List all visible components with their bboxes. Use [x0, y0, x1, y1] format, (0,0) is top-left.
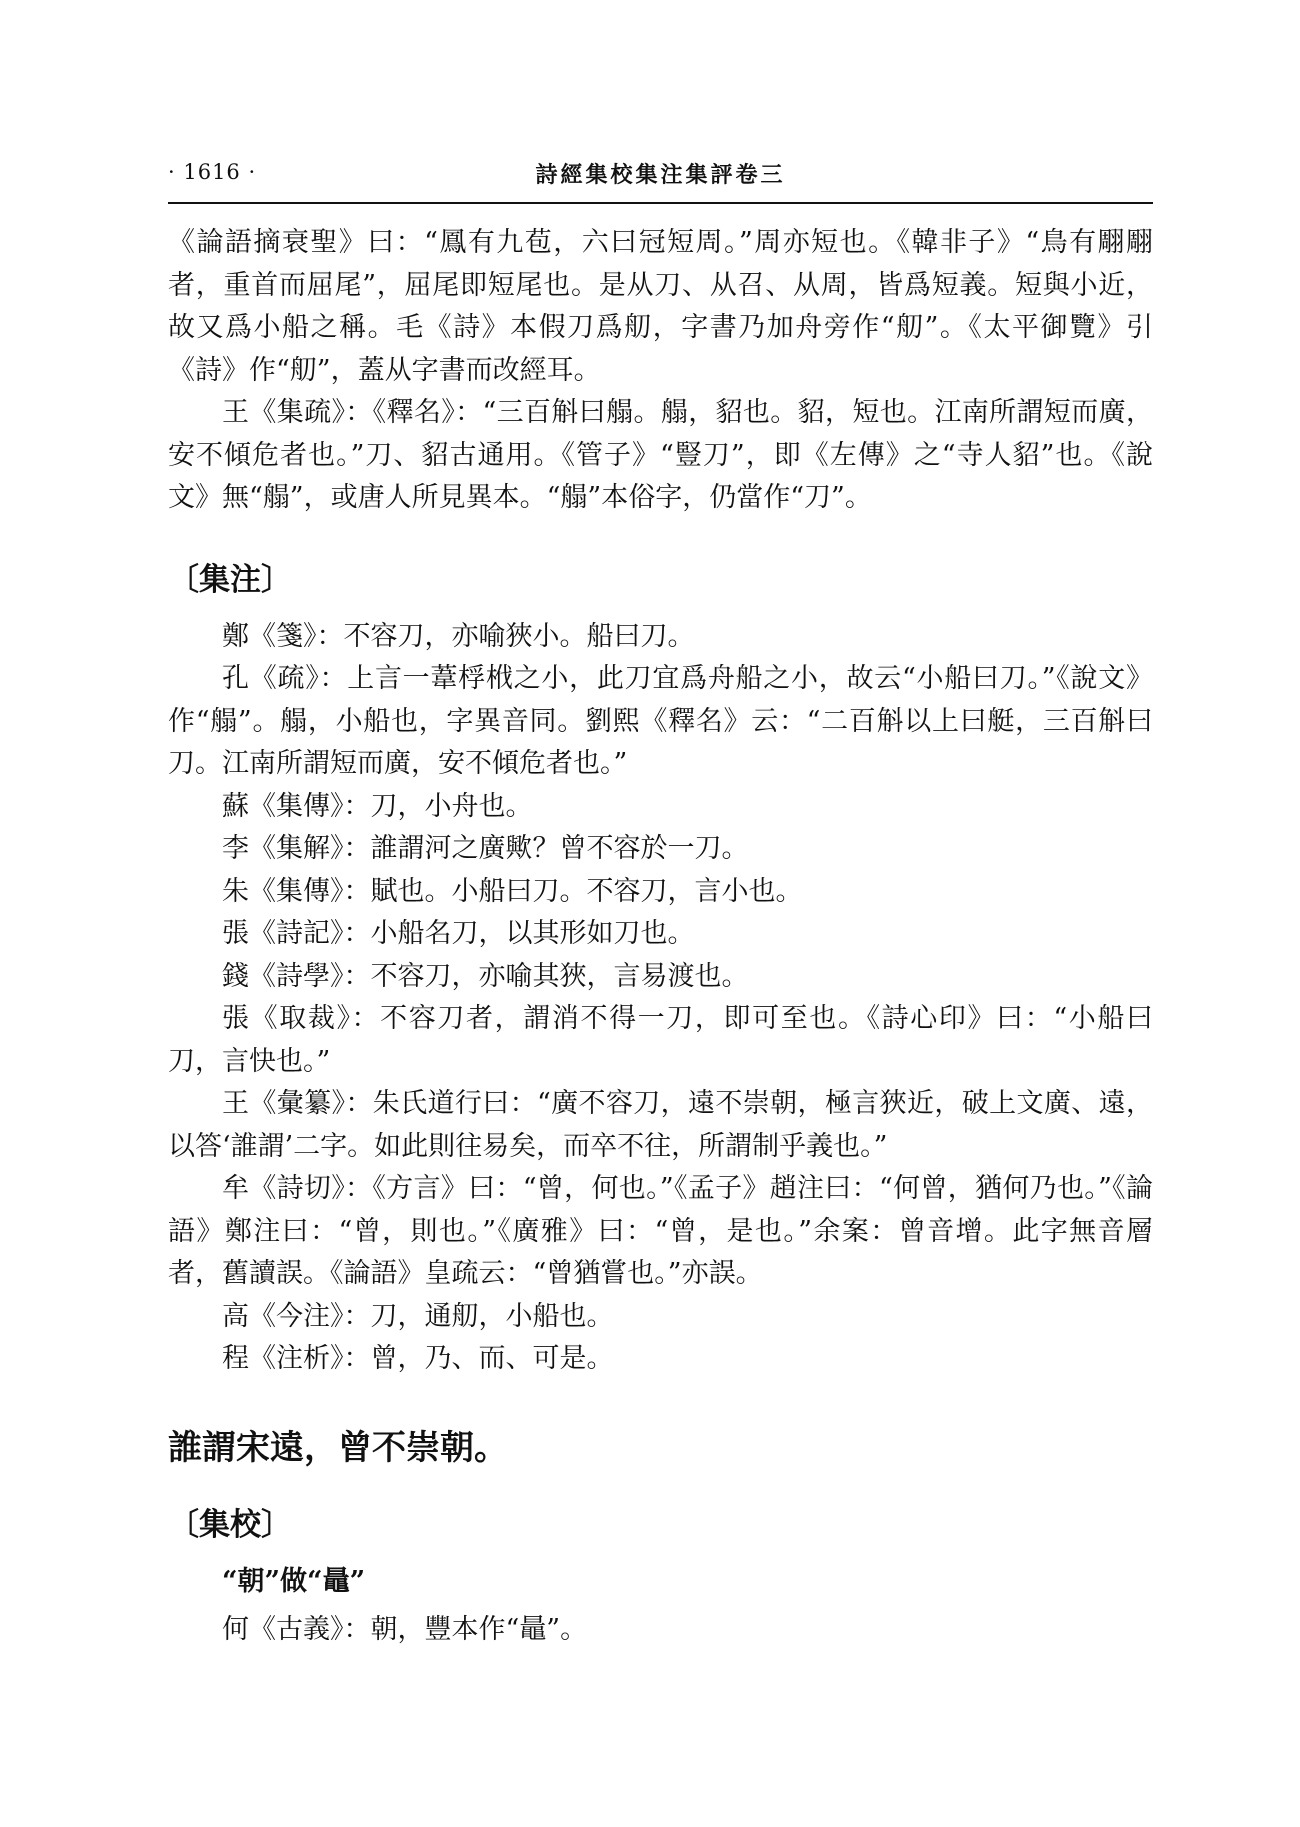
page-body [168, 222, 1153, 1651]
section-heading-jijiao: 〔集校〕 [168, 1506, 292, 1543]
commentary-entry: 牟《詩切》：《方言》曰：“曾，何也。”《孟子》趙注曰：“何曾，猶何乃也。”《論語》鄭注曰：“曾，則也。”《廣雅》曰：“曾，是也。”余案：曾音增。此字無音層者，舊讀誤。《論語》皇疏云：“曾猶嘗也。”亦誤。 [168, 1173, 1153, 1289]
collation-subheading: “朝”做“鼂” [222, 1565, 366, 1597]
verse-line: 誰謂宋遠，曾不崇朝。 [168, 1427, 508, 1468]
paragraph: 王《集疏》：《釋名》：“三百斛曰䑽。䑽，貂也。貂，短也。江南所謂短而廣，安不傾危者也。”刀、貂古通用。《管子》“豎刀”，即《左傳》之“寺人貂”也。《說文》無“䑽”，或唐人所見異本。“䑽”本俗字，仍當作“刀”。 [168, 397, 1153, 513]
paragraph: 《論語摘衰聖》曰：“鳳有九苞，六曰冠短周。”周亦短也。《韓非子》“鳥有翢翢者，重首而屈尾”，屈尾即短尾也。是从刀、从召、从周，皆爲短義。短與小近，故又爲小船之稱。毛《詩》本假刀爲舠，字書乃加舟旁作“舠”。《太平御覽》引《詩》作“舠”，蓋从字書而改經耳。 [168, 227, 1153, 386]
commentary-entry: 鄭《箋》：不容刀，亦喻狹小。船曰刀。 [222, 620, 695, 652]
section-heading-jizhu: 〔集注〕 [168, 561, 292, 598]
commentary-entry: 張《詩記》：小船名刀，以其形如刀也。 [222, 918, 695, 949]
commentary-entry: 蘇《集傳》：刀，小舟也。 [222, 790, 533, 822]
commentary-entry: 王《彙纂》：朱氏道行曰：“廣不容刀，遠不崇朝，極言狹近，破上文廣、遠，以答‘誰謂’二字。如此則往易矣，而卒不往，所謂制乎義也。” [168, 1088, 1153, 1162]
collation-entry: 何《古義》：朝，豐本作“鼂”。 [222, 1613, 588, 1645]
commentary-entry: 李《集解》：誰謂河之廣歟？曾不容於一刀。 [222, 833, 749, 864]
running-title: 詩經集校集注集評卷三 [535, 162, 786, 188]
page-number: · 1616 · [168, 160, 257, 184]
commentary-entry: 程《注析》：曾，乃、而、可是。 [222, 1343, 614, 1374]
commentary-entry: 張《取裁》：不容刀者，謂消不得一刀，即可至也。《詩心印》曰：“小船曰刀，言快也。” [168, 1003, 1153, 1077]
page-header [168, 156, 1153, 196]
commentary-entry: 孔《疏》：上言一葦桴栰之小，此刀宜爲舟船之小，故云“小船曰刀。”《說文》作“䑽”。䑽，小船也，字異音同。劉熙《釋名》云：“二百斛以上曰艇，三百斛曰刀。江南所謂短而廣，安不傾危者也。” [168, 663, 1153, 779]
commentary-entry: 錢《詩學》：不容刀，亦喻其狹，言易渡也。 [222, 960, 749, 992]
header-rule [168, 202, 1153, 204]
commentary-entry: 高《今注》：刀，通舠，小船也。 [222, 1300, 614, 1332]
commentary-entry: 朱《集傳》：賦也。小船曰刀。不容刀，言小也。 [222, 875, 803, 907]
